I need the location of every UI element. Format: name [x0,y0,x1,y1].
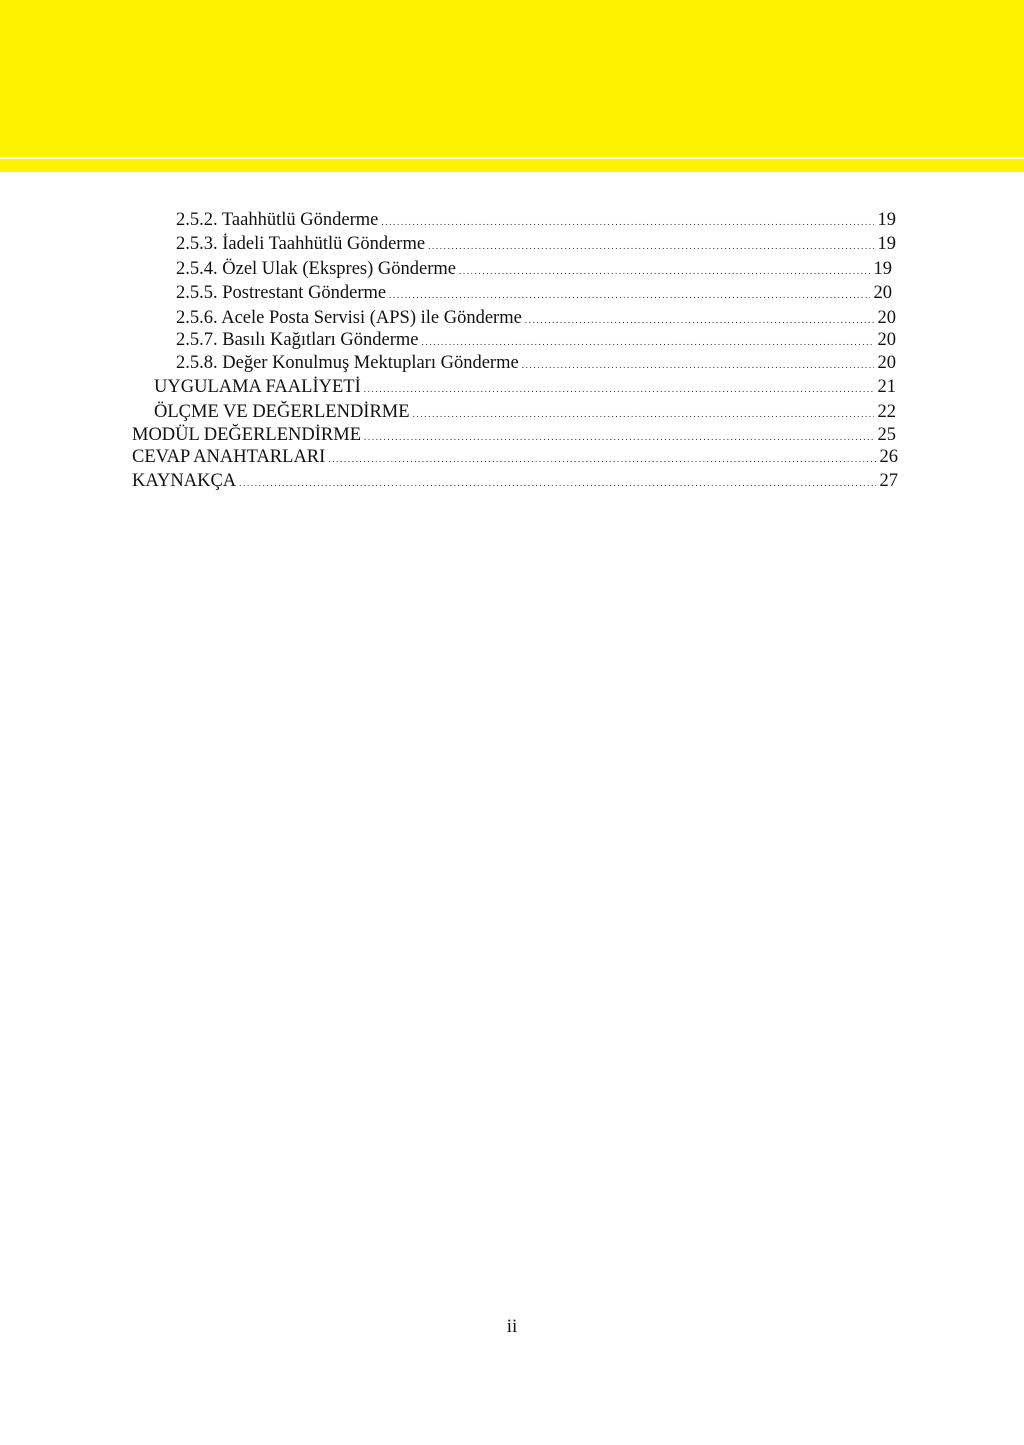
toc-entry-label: KAYNAKÇA [132,471,237,491]
toc-leader [381,208,873,234]
toc-entry-page: 19 [873,259,892,279]
header-divider [0,157,1024,159]
toc-entry[interactable] [132,445,898,469]
toc-entry[interactable] [176,257,892,281]
toc-entry[interactable] [176,208,896,232]
toc-entry-label: MODÜL DEĞERLENDİRME [132,425,362,445]
toc-leader [389,281,869,307]
toc-entry[interactable] [176,232,896,256]
toc-entry-label: 2.5.3. İadeli Taahhütlü Gönderme [176,234,426,254]
toc-leader [364,375,874,401]
toc-entry-page: 21 [877,377,896,397]
toc-entry[interactable] [176,351,896,375]
toc-entry-label: 2.5.2. Taahhütlü Gönderme [176,210,379,230]
toc-entry[interactable] [132,423,896,447]
toc-entry-page: 20 [877,330,896,350]
toc-entry-page: 22 [877,402,896,422]
toc-entry[interactable] [176,328,896,352]
toc-entry-label: CEVAP ANAHTARLARI [132,447,326,467]
toc-leader [522,351,874,377]
toc-entry-label: 2.5.4. Özel Ulak (Ekspres) Gönderme [176,259,456,279]
toc-entry-page: 20 [873,283,892,303]
toc-entry-page: 19 [877,210,896,230]
toc-entry-page: 19 [877,234,896,254]
toc-entry[interactable] [176,281,892,305]
toc-entry-page: 20 [877,308,896,328]
header-band [0,0,1024,172]
toc-leader [459,257,870,283]
toc-entry[interactable] [176,306,896,330]
toc-entry-label: UYGULAMA FAALİYETİ [154,377,361,397]
toc-leader [428,232,873,258]
page-number: ii [506,1316,518,1337]
toc-entry-label: 2.5.5. Postrestant Gönderme [176,283,387,303]
toc-entry-page: 27 [879,471,898,491]
toc-entry[interactable] [154,400,896,424]
toc-entry-page: 25 [877,425,896,445]
toc-entry-label: 2.5.8. Değer Konulmuş Mektupları Gönderme [176,353,519,373]
toc-entry-page: 20 [877,353,896,373]
toc-entry-page: 26 [879,447,898,467]
toc-entry[interactable] [132,469,898,493]
toc-leader [328,445,875,471]
toc-leader [239,469,875,495]
toc-entry[interactable] [154,375,896,399]
toc-entry-label: ÖLÇME VE DEĞERLENDİRME [154,402,410,422]
toc-entry-label: 2.5.6. Acele Posta Servisi (APS) ile Gönderme [176,308,522,328]
toc-entry-label: 2.5.7. Basılı Kağıtları Gönderme [176,330,419,350]
